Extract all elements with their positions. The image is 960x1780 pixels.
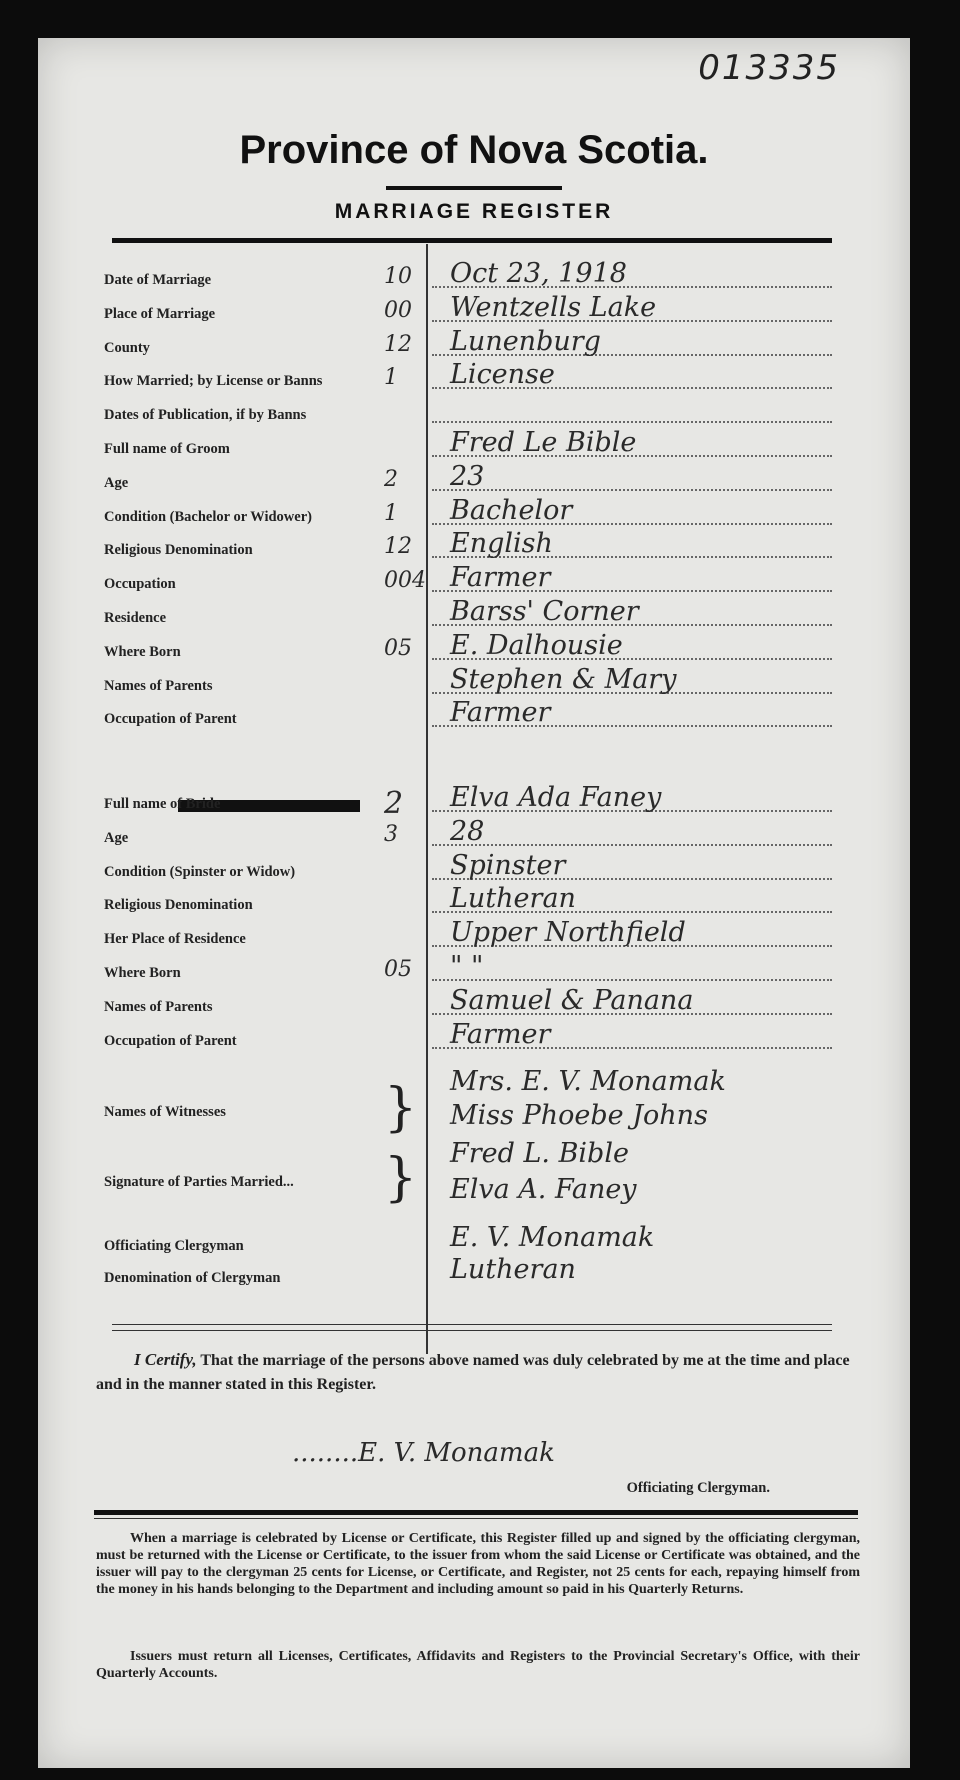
column-divider xyxy=(426,244,428,1354)
groom-code-6: 2 xyxy=(384,466,398,492)
groom-value-0: Oct 23, 1918 xyxy=(450,258,627,289)
groom-code-1: 00 xyxy=(384,297,412,323)
bride-label-3: Religious Denomination xyxy=(104,897,253,914)
groom-label-6: Age xyxy=(104,474,129,491)
certify-signature: ........E. V. Monamak xyxy=(292,1438,555,1468)
groom-label-7: Condition (Bachelor or Widower) xyxy=(104,508,312,525)
groom-value-9: Farmer xyxy=(450,562,551,594)
party-groom-signature: Fred L. Bible xyxy=(450,1138,629,1169)
groom-label-11: Where Born xyxy=(104,643,181,660)
groom-value-1: Wentzells Lake xyxy=(450,291,657,323)
groom-label-13: Occupation of Parent xyxy=(104,711,237,728)
title-rule xyxy=(386,186,562,190)
groom-label-4: Dates of Publication, if by Banns xyxy=(104,407,307,424)
register-paper xyxy=(38,38,910,1768)
groom-value-7: Bachelor xyxy=(450,494,573,526)
bride-code-1: 3 xyxy=(384,821,398,847)
separator-code: 2 xyxy=(384,786,404,821)
certify-text xyxy=(96,1348,856,1397)
bride-value-7: Farmer xyxy=(450,1018,551,1050)
groom-dotted-line-4 xyxy=(432,421,832,423)
groom-code-3: 1 xyxy=(384,365,398,391)
parties-brace: } xyxy=(384,1148,418,1208)
bride-value-2: Spinster xyxy=(450,849,566,881)
clergy-denomination: Lutheran xyxy=(450,1254,576,1285)
groom-label-0: Date of Marriage xyxy=(104,272,212,288)
groom-value-5: Fred Le Bible xyxy=(450,427,637,458)
bride-label-1: Age xyxy=(104,829,129,846)
groom-value-13: Farmer xyxy=(450,697,551,729)
witness-2: Miss Phoebe Johns xyxy=(450,1100,708,1131)
groom-value-3: License xyxy=(450,359,555,391)
groom-value-6: 23 xyxy=(450,460,485,492)
groom-value-8: English xyxy=(450,528,553,560)
parties-label: Signature of Parties Married... xyxy=(104,1174,294,1190)
bride-value-1: 28 xyxy=(450,815,485,847)
bride-code-5: 05 xyxy=(384,957,412,982)
notes-rule xyxy=(94,1510,858,1515)
clergy-denomination-label: Denomination of Clergyman xyxy=(104,1270,281,1286)
groom-label-1: Place of Marriage xyxy=(104,305,216,322)
groom-value-2: Lunenburg xyxy=(450,325,601,357)
bride-value-0: Elva Ada Faney xyxy=(450,782,662,813)
bride-value-3: Lutheran xyxy=(450,883,576,915)
witnesses-label: Names of Witnesses xyxy=(104,1104,226,1120)
certify-rule-top xyxy=(112,1324,832,1325)
notes-rule-2 xyxy=(94,1518,858,1519)
groom-label-2: County xyxy=(104,339,150,356)
bride-value-5: " " xyxy=(450,951,484,982)
groom-dotted-line-6 xyxy=(432,489,832,491)
certify-body: That the marriage of the persons above named was duly celebrated by me at the time and place and in the manner stated in this Register. xyxy=(96,1352,850,1393)
groom-code-8: 12 xyxy=(384,534,412,560)
groom-label-8: Religious Denomination xyxy=(104,542,253,559)
groom-code-2: 12 xyxy=(384,331,412,357)
groom-value-11: E. Dalhousie xyxy=(450,629,623,661)
bride-label-4: Her Place of Residence xyxy=(104,931,246,948)
groom-label-10: Residence xyxy=(104,610,167,626)
witnesses-brace: } xyxy=(384,1078,418,1138)
bride-label-0: Full name of Bride xyxy=(104,796,221,812)
page-title: Province of Nova Scotia. xyxy=(239,128,709,172)
bride-label-6: Names of Parents xyxy=(104,998,213,1015)
groom-value-10: Barss' Corner xyxy=(450,596,639,627)
page-subtitle: MARRIAGE REGISTER xyxy=(334,200,614,223)
party-bride-signature: Elva A. Faney xyxy=(450,1174,637,1205)
witness-1: Mrs. E. V. Monamak xyxy=(450,1066,726,1097)
bride-dotted-line-1 xyxy=(432,844,832,846)
certify-lead: I Certify, xyxy=(134,1350,197,1369)
groom-code-0: 10 xyxy=(384,264,412,289)
bride-label-7: Occupation of Parent xyxy=(104,1032,237,1049)
groom-label-5: Full name of Groom xyxy=(104,441,230,457)
certify-rule-top-2 xyxy=(112,1330,832,1331)
groom-label-3: How Married; by License or Banns xyxy=(104,373,323,390)
bride-label-5: Where Born xyxy=(104,965,181,981)
header-rule xyxy=(112,238,832,243)
clergy-label: Officiating Clergyman xyxy=(104,1238,244,1254)
bride-value-4: Upper Northfield xyxy=(450,917,686,949)
groom-code-9: 004 xyxy=(384,568,426,594)
clergy-name: E. V. Monamak xyxy=(450,1222,655,1253)
groom-code-7: 1 xyxy=(384,500,398,526)
bride-label-2: Condition (Spinster or Widow) xyxy=(104,863,296,880)
groom-label-9: Occupation xyxy=(104,576,176,593)
groom-value-12: Stephen & Mary xyxy=(450,663,677,695)
groom-code-11: 05 xyxy=(384,635,412,661)
notes-paragraph-1: When a marriage is celebrated by License or Certificate, this Register filled up and signed by the officiating clergyman, must be returned with the License or Certificate, to the issuer from whom the said License or Certificate was obtained, and the issuer will pay to the clergyman 25 cents for License, or Certificate, and Register, not 25 cents for each, repaying himself from the money in his hands belonging to the Department and including amount so paid in his Quarterly Returns. xyxy=(96,1531,860,1597)
certificate-number: 013335 xyxy=(698,48,840,88)
notes-paragraph-2: Issuers must return all Licenses, Certificates, Affidavits and Registers to the Provincial Secretary's Office, with their Quarterly Accounts. xyxy=(96,1649,860,1681)
bride-dotted-line-5 xyxy=(432,979,832,981)
bride-value-6: Samuel & Panana xyxy=(450,984,694,1016)
certify-signature-title: Officiating Clergyman. xyxy=(626,1480,770,1496)
groom-label-12: Names of Parents xyxy=(104,677,213,694)
